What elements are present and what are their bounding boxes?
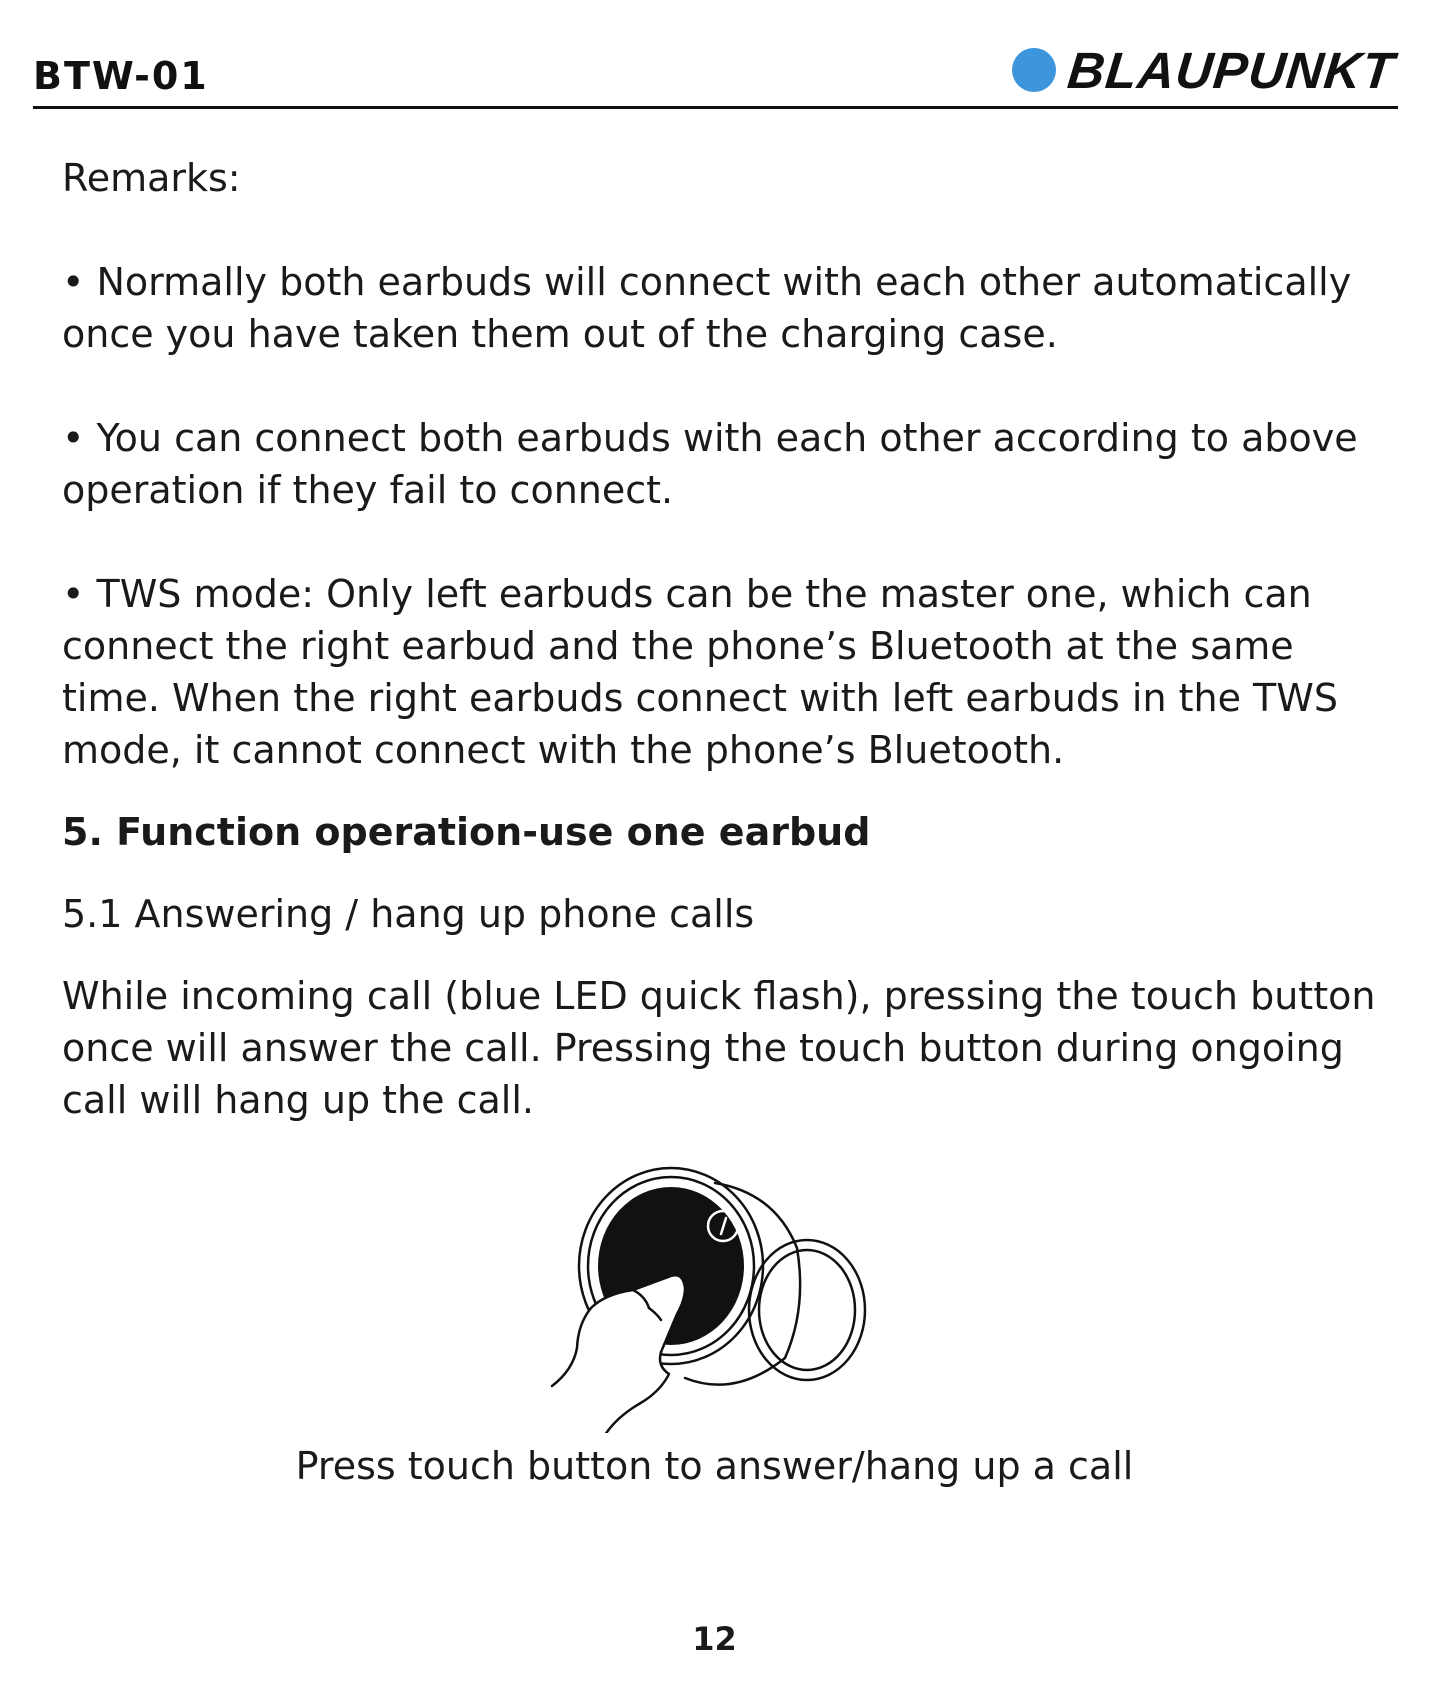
remarks-title: Remarks: <box>62 156 241 200</box>
remark-bullet-3: • TWS mode: Only left earbuds can be the master one, which can connect the right earbud and the phone’s Bluetooth at the same time. When the right earbuds connect with left earbuds in the TWS mode, it cannot connect with the phone’s Bluetooth. <box>62 572 1338 772</box>
instruction-paragraph: While incoming call (blue LED quick flash), pressing the touch button once will answer the call. Pressing the touch button during ongoing call will hang up the call. <box>62 974 1376 1122</box>
brand-dot-icon <box>1012 48 1056 92</box>
brand-logo <box>1012 41 1397 99</box>
remark-bullet-2: • You can connect both earbuds with each other according to above operation if they fail to connect. <box>62 416 1358 512</box>
brand-name: BLAUPUNKT <box>1064 41 1397 99</box>
model-number: BTW-01 <box>33 54 209 98</box>
section-heading: 5. Function operation-use one earbud <box>62 810 871 854</box>
page-header <box>33 36 1398 109</box>
figure-caption: Press touch button to answer/hang up a call <box>295 1444 1134 1488</box>
earbud-press-illustration <box>545 1148 890 1433</box>
subsection-heading: 5.1 Answering / hang up phone calls <box>62 892 755 936</box>
ear-tip <box>749 1240 865 1380</box>
remark-bullet-1: • Normally both earbuds will connect with each other automatically once you have taken them out of the charging case. <box>62 260 1352 356</box>
page-number: 12 <box>692 1620 737 1658</box>
ear-tip-inner <box>759 1250 855 1370</box>
